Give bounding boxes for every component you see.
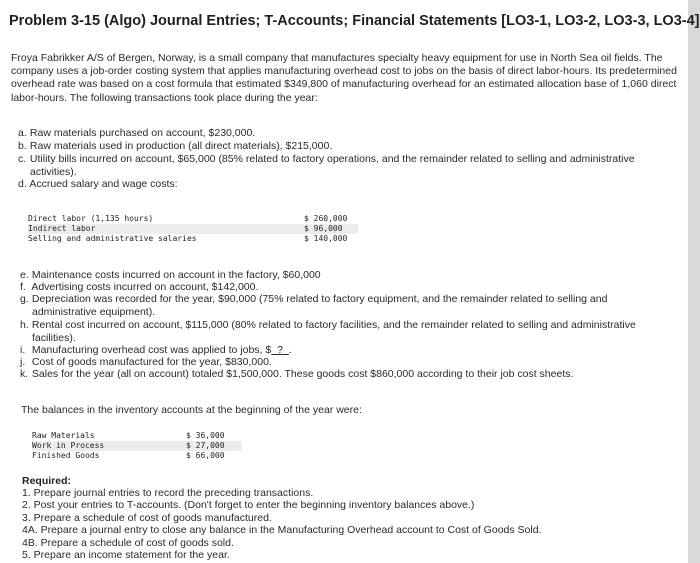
balance-row: Work in Process $ 27,000	[32, 441, 242, 451]
transaction-a: a. Raw materials purchased on account, $230,000.	[18, 127, 256, 139]
transaction-d: d. Accrued salary and wage costs:	[18, 178, 178, 190]
transaction-k: k. Sales for the year (all on account) totaled $1,500,000. These goods cost $860,000 according to their job cost sheets.	[20, 368, 574, 380]
transaction-g: g. Depreciation was recorded for the year, $90,000 (75% related to factory equipment, and the remainder related to selling and administrative equipment).	[20, 293, 608, 318]
problem-intro: Froya Fabrikker A/S of Bergen, Norway, is a small company that manufactures specialty heavy equipment for use in North Sea oil fields. The company uses a job-order costing system that applies manufacturing overhead cost to jobs on the basis of direct labor-hours. Its predetermined overhead rate was based on a cost formula that estimated $349,800 of manufacturing overhead for an estimated allocation base of 1,060 direct labor-hours. The following transactions took place during the year:	[11, 52, 677, 104]
required-item: 5. Prepare an income statement for the year.	[22, 548, 230, 561]
answer-blank[interactable]: ?	[271, 344, 289, 356]
balances-table	[32, 431, 242, 461]
required-heading: Required:	[22, 475, 72, 487]
wages-row: Direct labor (1,135 hours) $ 260,000	[28, 214, 348, 223]
required-item: 4A. Prepare a journal entry to close any balance in the Manufacturing Overhead account to Cost of Goods Sold.	[22, 524, 542, 537]
balance-row: Raw Materials $ 36,000	[32, 431, 225, 440]
wages-table	[28, 214, 358, 248]
transaction-c: c. Utility bills incurred on account, $65,000 (85% related to factory operations, and the remainder related to selling and administrative activities).	[18, 153, 635, 178]
balance-row: Finished Goods $ 66,000	[32, 451, 225, 460]
problem-title: Problem 3-15 (Algo) Journal Entries; T-Accounts; Financial Statements [LO3-1, LO3-2, LO3-3, LO3-4]	[9, 13, 700, 29]
wages-row: Selling and administrative salaries $ 140,000	[28, 234, 348, 243]
required-list	[22, 487, 541, 561]
transaction-b: b. Raw materials used in production (all direct materials), $215,000.	[18, 140, 333, 152]
transaction-j: j. Cost of goods manufactured for the year, $830,000.	[20, 356, 272, 368]
transaction-e: e. Maintenance costs incurred on account in the factory, $60,000	[20, 269, 321, 281]
scrollbar[interactable]	[688, 0, 700, 563]
required-item: 1. Prepare journal entries to record the preceding transactions.	[22, 487, 314, 499]
required-item: 4B. Prepare a schedule of cost of goods sold.	[22, 536, 234, 549]
transaction-h: h. Rental cost incurred on account, $115,000 (80% related to factory facilities, and the remainder related to selling and administrative facilities).	[20, 319, 636, 344]
transaction-f: f. Advertising costs incurred on account, $142,000.	[20, 281, 259, 293]
transaction-i: i. Manufacturing overhead cost was applied to jobs, $ ? .	[20, 344, 292, 356]
wages-row: Indirect labor $ 96,000	[28, 224, 358, 234]
required-item: 2. Post your entries to T-accounts. (Don't forget to enter the beginning inventory balances above.)	[22, 499, 475, 512]
required-item: 3. Prepare a schedule of cost of goods manufactured.	[22, 511, 272, 524]
